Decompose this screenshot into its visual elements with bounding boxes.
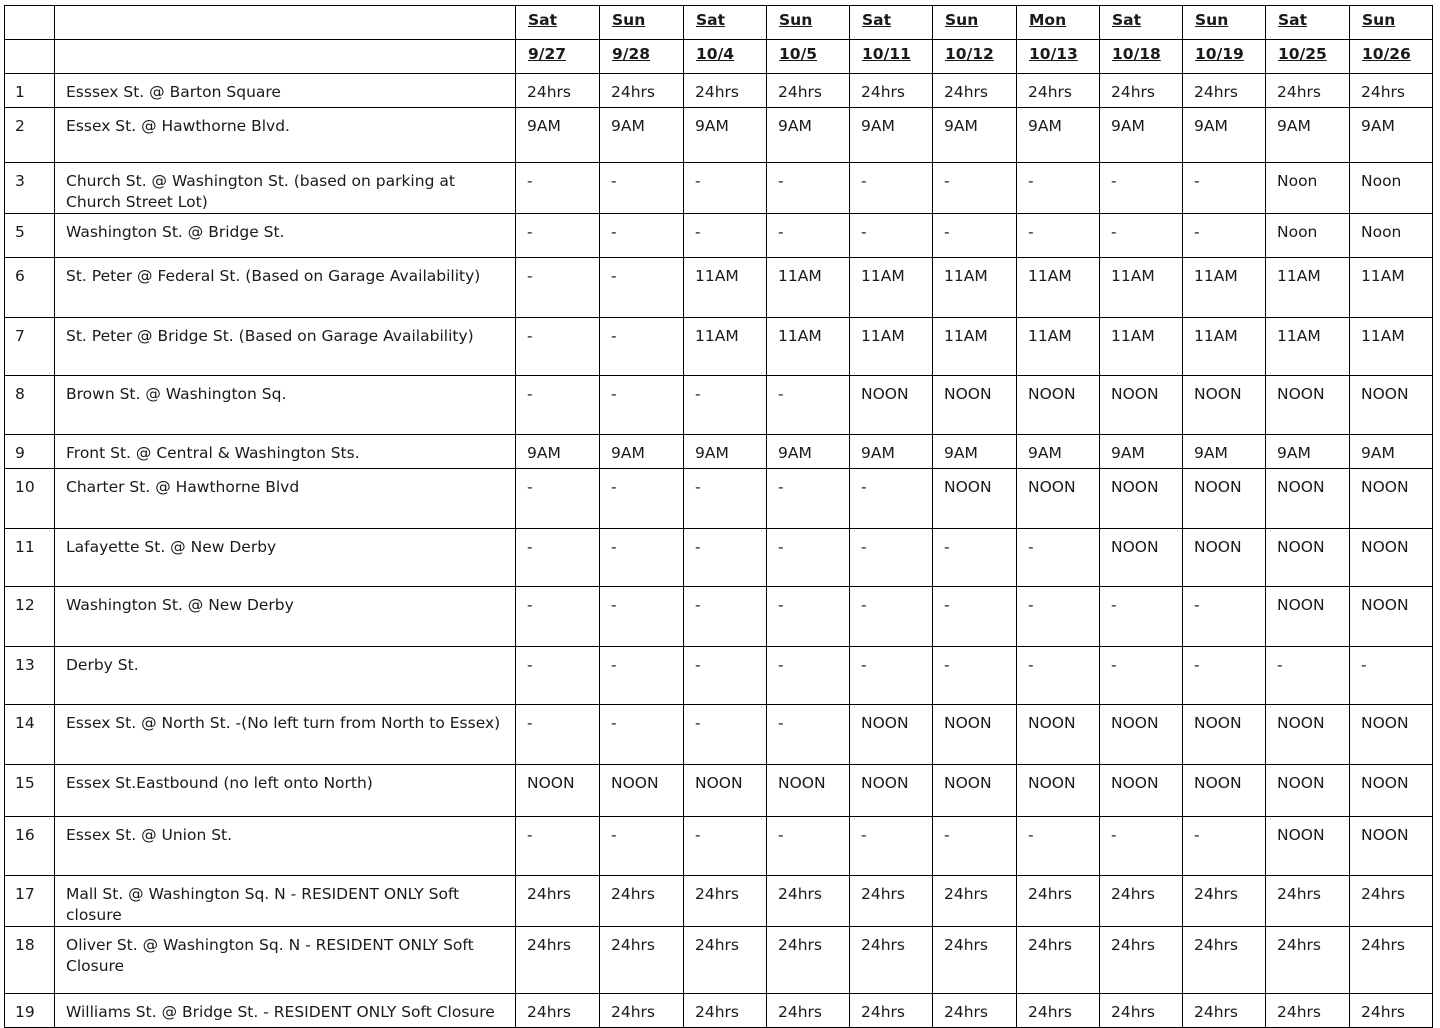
closure-time-cell: - — [600, 587, 684, 647]
closure-time-cell: NOON — [933, 765, 1017, 817]
closure-time-cell: 24hrs — [1266, 876, 1350, 927]
closure-time-cell: 11AM — [1017, 318, 1100, 376]
closure-time-cell: - — [933, 817, 1017, 876]
closure-time-cell: - — [1017, 214, 1100, 258]
row-number: 11 — [5, 529, 55, 587]
closure-time-cell: 24hrs — [933, 876, 1017, 927]
closure-time-cell: - — [516, 469, 600, 529]
closure-time-cell: - — [684, 817, 767, 876]
header-date: 10/13 — [1017, 40, 1100, 74]
closure-time-cell: - — [1017, 529, 1100, 587]
closure-time-cell: 11AM — [1183, 318, 1266, 376]
closure-time-cell: NOON — [1100, 765, 1183, 817]
closure-time-cell: - — [684, 214, 767, 258]
closure-time-cell: 11AM — [1100, 318, 1183, 376]
location-name: Lafayette St. @ New Derby — [55, 529, 516, 587]
closure-time-cell: 24hrs — [767, 994, 850, 1028]
closure-time-cell: NOON — [1350, 529, 1433, 587]
closure-time-cell: 11AM — [1266, 258, 1350, 318]
closure-time-cell: - — [1100, 647, 1183, 705]
closure-time-cell: NOON — [516, 765, 600, 817]
row-number: 9 — [5, 435, 55, 469]
closure-time-cell: NOON — [1017, 469, 1100, 529]
closure-time-cell: - — [600, 529, 684, 587]
closure-time-cell: - — [600, 258, 684, 318]
closure-time-cell: - — [767, 705, 850, 765]
header-row-days — [5, 6, 1433, 40]
row-number: 12 — [5, 587, 55, 647]
closure-time-cell: 24hrs — [600, 927, 684, 994]
row-number: 17 — [5, 876, 55, 927]
closure-time-cell: - — [767, 376, 850, 435]
header-day: Sat — [684, 6, 767, 40]
closure-time-cell: 24hrs — [1017, 927, 1100, 994]
table-row — [5, 994, 1433, 1028]
table-row — [5, 529, 1433, 587]
closure-time-cell: Noon — [1266, 163, 1350, 214]
closure-time-cell: 24hrs — [1183, 876, 1266, 927]
closure-time-cell: 24hrs — [1183, 994, 1266, 1028]
closure-time-cell: 24hrs — [1017, 74, 1100, 108]
closure-time-cell: 11AM — [850, 258, 933, 318]
closure-time-cell: - — [600, 214, 684, 258]
closure-time-cell: NOON — [1350, 705, 1433, 765]
closure-time-cell: - — [684, 587, 767, 647]
closure-time-cell: 9AM — [684, 108, 767, 163]
location-name: Front St. @ Central & Washington Sts. — [55, 435, 516, 469]
closure-time-cell: - — [600, 817, 684, 876]
closure-time-cell: 9AM — [684, 435, 767, 469]
header-blank-number — [5, 40, 55, 74]
header-day: Sun — [600, 6, 684, 40]
closure-time-cell: 9AM — [1350, 108, 1433, 163]
closure-time-cell: 11AM — [684, 258, 767, 318]
closure-time-cell: - — [1350, 647, 1433, 705]
location-name: Charter St. @ Hawthorne Blvd — [55, 469, 516, 529]
closure-time-cell: - — [767, 587, 850, 647]
closure-time-cell: 24hrs — [1266, 927, 1350, 994]
row-number: 13 — [5, 647, 55, 705]
closure-time-cell: - — [1183, 587, 1266, 647]
closure-time-cell: NOON — [1100, 529, 1183, 587]
closure-time-cell: - — [933, 163, 1017, 214]
closure-time-cell: 24hrs — [516, 74, 600, 108]
closure-time-cell: 24hrs — [767, 927, 850, 994]
closure-time-cell: NOON — [1017, 705, 1100, 765]
row-number: 10 — [5, 469, 55, 529]
closure-time-cell: 9AM — [850, 435, 933, 469]
closure-time-cell: NOON — [1183, 705, 1266, 765]
header-day: Sun — [1183, 6, 1266, 40]
closure-time-cell: - — [684, 469, 767, 529]
header-date: 10/11 — [850, 40, 933, 74]
closure-time-cell: - — [600, 318, 684, 376]
closure-time-cell: - — [600, 647, 684, 705]
closure-time-cell: NOON — [1100, 376, 1183, 435]
closure-time-cell: NOON — [1350, 817, 1433, 876]
closure-time-cell: - — [1183, 163, 1266, 214]
table-row — [5, 108, 1433, 163]
table-row — [5, 765, 1433, 817]
closure-time-cell: 9AM — [933, 435, 1017, 469]
closure-time-cell: - — [933, 587, 1017, 647]
table-row — [5, 647, 1433, 705]
location-name: St. Peter @ Federal St. (Based on Garage Availability) — [55, 258, 516, 318]
closure-time-cell: - — [600, 469, 684, 529]
location-name: Essex St. @ Union St. — [55, 817, 516, 876]
closure-time-cell: - — [850, 647, 933, 705]
closure-time-cell: - — [516, 817, 600, 876]
header-date: 10/4 — [684, 40, 767, 74]
closure-time-cell: NOON — [767, 765, 850, 817]
closure-time-cell: 24hrs — [684, 994, 767, 1028]
closure-time-cell: - — [516, 529, 600, 587]
closure-time-cell: 24hrs — [1266, 74, 1350, 108]
row-number: 1 — [5, 74, 55, 108]
closure-time-cell: 9AM — [1183, 108, 1266, 163]
closure-time-cell: NOON — [684, 765, 767, 817]
closure-time-cell: 24hrs — [1266, 994, 1350, 1028]
closure-time-cell: 11AM — [1017, 258, 1100, 318]
table-row — [5, 435, 1433, 469]
header-day: Mon — [1017, 6, 1100, 40]
closure-time-cell: 9AM — [600, 435, 684, 469]
header-day: Sun — [1350, 6, 1433, 40]
closure-time-cell: Noon — [1350, 214, 1433, 258]
header-day: Sat — [1266, 6, 1350, 40]
closure-time-cell: 9AM — [1017, 108, 1100, 163]
closure-time-cell: NOON — [1266, 705, 1350, 765]
closure-time-cell: 24hrs — [600, 994, 684, 1028]
location-name: Essex St.Eastbound (no left onto North) — [55, 765, 516, 817]
closure-time-cell: 24hrs — [933, 74, 1017, 108]
table-row — [5, 817, 1433, 876]
closure-time-cell: 9AM — [1100, 108, 1183, 163]
closure-time-cell: 24hrs — [1350, 927, 1433, 994]
closure-time-cell: Noon — [1350, 163, 1433, 214]
table-row — [5, 318, 1433, 376]
closure-time-cell: NOON — [1100, 469, 1183, 529]
closure-time-cell: NOON — [600, 765, 684, 817]
closure-time-cell: 24hrs — [1350, 994, 1433, 1028]
location-name: Esssex St. @ Barton Square — [55, 74, 516, 108]
row-number: 15 — [5, 765, 55, 817]
closure-time-cell: 24hrs — [1350, 74, 1433, 108]
closure-time-cell: 24hrs — [684, 927, 767, 994]
closure-time-cell: 11AM — [933, 318, 1017, 376]
closure-time-cell: 11AM — [1266, 318, 1350, 376]
table-row — [5, 927, 1433, 994]
closure-time-cell: NOON — [1183, 469, 1266, 529]
location-name: Washington St. @ New Derby — [55, 587, 516, 647]
row-number: 14 — [5, 705, 55, 765]
closure-time-cell: - — [850, 163, 933, 214]
closure-time-cell: - — [850, 587, 933, 647]
closure-time-cell: NOON — [1350, 376, 1433, 435]
row-number: 3 — [5, 163, 55, 214]
closure-time-cell: 24hrs — [516, 994, 600, 1028]
header-blank-location — [55, 6, 516, 40]
closure-time-cell: - — [933, 529, 1017, 587]
closure-time-cell: 9AM — [1266, 435, 1350, 469]
closure-schedule-table — [4, 5, 1433, 1028]
row-number: 7 — [5, 318, 55, 376]
closure-time-cell: 24hrs — [516, 876, 600, 927]
closure-time-cell: 11AM — [767, 258, 850, 318]
closure-time-cell: 9AM — [516, 435, 600, 469]
location-name: Essex St. @ North St. -(No left turn from North to Essex) — [55, 705, 516, 765]
closure-time-cell: - — [850, 529, 933, 587]
closure-time-cell: 24hrs — [850, 876, 933, 927]
closure-time-cell: 24hrs — [1100, 74, 1183, 108]
closure-time-cell: NOON — [933, 376, 1017, 435]
closure-time-cell: NOON — [1350, 765, 1433, 817]
header-day: Sat — [1100, 6, 1183, 40]
row-number: 18 — [5, 927, 55, 994]
closure-time-cell: 11AM — [767, 318, 850, 376]
closure-time-cell: NOON — [933, 469, 1017, 529]
closure-time-cell: 11AM — [1350, 258, 1433, 318]
closure-time-cell: 11AM — [1100, 258, 1183, 318]
header-date: 10/25 — [1266, 40, 1350, 74]
closure-time-cell: - — [516, 376, 600, 435]
closure-time-cell: NOON — [1266, 587, 1350, 647]
closure-time-cell: - — [1017, 817, 1100, 876]
closure-time-cell: 11AM — [1183, 258, 1266, 318]
closure-time-cell: 24hrs — [1100, 927, 1183, 994]
closure-time-cell: - — [600, 376, 684, 435]
header-day: Sun — [933, 6, 1017, 40]
closure-time-cell: - — [1100, 817, 1183, 876]
table-row — [5, 376, 1433, 435]
closure-time-cell: - — [684, 376, 767, 435]
header-date: 10/12 — [933, 40, 1017, 74]
closure-time-cell: - — [684, 163, 767, 214]
row-number: 16 — [5, 817, 55, 876]
closure-time-cell: - — [767, 469, 850, 529]
location-name: Church St. @ Washington St. (based on parking at Church Street Lot) — [55, 163, 516, 214]
table-row — [5, 876, 1433, 927]
closure-time-cell: NOON — [1017, 765, 1100, 817]
header-blank-location — [55, 40, 516, 74]
closure-time-cell: 9AM — [600, 108, 684, 163]
closure-time-cell: NOON — [1266, 469, 1350, 529]
table-row — [5, 587, 1433, 647]
closure-time-cell: NOON — [1350, 587, 1433, 647]
header-date: 10/5 — [767, 40, 850, 74]
closure-time-cell: 24hrs — [850, 927, 933, 994]
closure-time-cell: NOON — [1183, 765, 1266, 817]
row-number: 19 — [5, 994, 55, 1028]
closure-time-cell: - — [516, 705, 600, 765]
location-name: St. Peter @ Bridge St. (Based on Garage Availability) — [55, 318, 516, 376]
closure-time-cell: 9AM — [850, 108, 933, 163]
closure-time-cell: 9AM — [767, 435, 850, 469]
header-date: 10/18 — [1100, 40, 1183, 74]
closure-time-cell: - — [1183, 214, 1266, 258]
location-name: Derby St. — [55, 647, 516, 705]
closure-time-cell: 9AM — [1100, 435, 1183, 469]
closure-time-cell: - — [850, 469, 933, 529]
closure-time-cell: 24hrs — [516, 927, 600, 994]
closure-time-cell: - — [850, 214, 933, 258]
closure-time-cell: NOON — [850, 376, 933, 435]
location-name: Washington St. @ Bridge St. — [55, 214, 516, 258]
closure-time-cell: - — [1100, 587, 1183, 647]
closure-time-cell: - — [1100, 163, 1183, 214]
location-name: Essex St. @ Hawthorne Blvd. — [55, 108, 516, 163]
closure-time-cell: - — [933, 214, 1017, 258]
closure-time-cell: 24hrs — [1100, 994, 1183, 1028]
closure-time-cell: - — [600, 163, 684, 214]
table-row — [5, 214, 1433, 258]
closure-time-cell: - — [850, 817, 933, 876]
location-name: Williams St. @ Bridge St. - RESIDENT ONLY Soft Closure — [55, 994, 516, 1028]
closure-time-cell: 11AM — [684, 318, 767, 376]
closure-time-cell: - — [684, 705, 767, 765]
table-row — [5, 469, 1433, 529]
header-day: Sat — [516, 6, 600, 40]
closure-time-cell: 9AM — [1017, 435, 1100, 469]
closure-time-cell: 24hrs — [600, 876, 684, 927]
closure-time-cell: 24hrs — [850, 994, 933, 1028]
closure-time-cell: - — [684, 647, 767, 705]
header-day: Sat — [850, 6, 933, 40]
header-date: 10/19 — [1183, 40, 1266, 74]
closure-time-cell: - — [516, 258, 600, 318]
closure-time-cell: - — [1017, 163, 1100, 214]
closure-time-cell: 24hrs — [600, 74, 684, 108]
location-name: Brown St. @ Washington Sq. — [55, 376, 516, 435]
closure-time-cell: - — [1017, 587, 1100, 647]
closure-time-cell: 9AM — [1350, 435, 1433, 469]
closure-time-cell: - — [600, 705, 684, 765]
closure-time-cell: NOON — [1266, 765, 1350, 817]
closure-time-cell: NOON — [1183, 529, 1266, 587]
closure-time-cell: 11AM — [850, 318, 933, 376]
header-date: 10/26 — [1350, 40, 1433, 74]
closure-time-cell: 24hrs — [767, 74, 850, 108]
closure-time-cell: 9AM — [933, 108, 1017, 163]
closure-time-cell: - — [767, 214, 850, 258]
table-row — [5, 74, 1433, 108]
location-name: Oliver St. @ Washington Sq. N - RESIDENT ONLY Soft Closure — [55, 927, 516, 994]
header-date: 9/28 — [600, 40, 684, 74]
closure-time-cell: NOON — [933, 705, 1017, 765]
closure-time-cell: - — [1183, 647, 1266, 705]
closure-time-cell: 24hrs — [933, 994, 1017, 1028]
closure-time-cell: 24hrs — [1017, 994, 1100, 1028]
closure-time-cell: - — [684, 529, 767, 587]
closure-time-cell: 24hrs — [767, 876, 850, 927]
closure-time-cell: - — [767, 817, 850, 876]
closure-time-cell: NOON — [1100, 705, 1183, 765]
closure-time-cell: 11AM — [933, 258, 1017, 318]
closure-time-cell: NOON — [1017, 376, 1100, 435]
closure-time-cell: - — [767, 529, 850, 587]
closure-time-cell: - — [516, 163, 600, 214]
table-row — [5, 705, 1433, 765]
closure-time-cell: NOON — [850, 705, 933, 765]
closure-time-cell: - — [1183, 817, 1266, 876]
closure-time-cell: NOON — [1266, 817, 1350, 876]
closure-time-cell: 24hrs — [933, 927, 1017, 994]
header-day: Sun — [767, 6, 850, 40]
table-row — [5, 258, 1433, 318]
closure-time-cell: - — [516, 214, 600, 258]
closure-time-cell: - — [516, 318, 600, 376]
closure-time-cell: 9AM — [516, 108, 600, 163]
table-row — [5, 163, 1433, 214]
closure-time-cell: 24hrs — [1183, 74, 1266, 108]
closure-time-cell: - — [516, 647, 600, 705]
header-row-dates — [5, 40, 1433, 74]
closure-time-cell: NOON — [1266, 529, 1350, 587]
closure-time-cell: - — [1017, 647, 1100, 705]
closure-time-cell: 24hrs — [850, 74, 933, 108]
closure-time-cell: Noon — [1266, 214, 1350, 258]
closure-time-cell: NOON — [1266, 376, 1350, 435]
closure-time-cell: 9AM — [767, 108, 850, 163]
row-number: 2 — [5, 108, 55, 163]
closure-time-cell: 24hrs — [1350, 876, 1433, 927]
closure-time-cell: - — [1100, 214, 1183, 258]
closure-time-cell: - — [767, 163, 850, 214]
closure-time-cell: - — [767, 647, 850, 705]
closure-time-cell: 24hrs — [1183, 927, 1266, 994]
closure-time-cell: NOON — [850, 765, 933, 817]
closure-time-cell: 9AM — [1266, 108, 1350, 163]
closure-time-cell: - — [933, 647, 1017, 705]
row-number: 5 — [5, 214, 55, 258]
closure-time-cell: NOON — [1350, 469, 1433, 529]
closure-time-cell: 24hrs — [684, 876, 767, 927]
row-number: 8 — [5, 376, 55, 435]
closure-time-cell: 24hrs — [1017, 876, 1100, 927]
closure-time-cell: 24hrs — [1100, 876, 1183, 927]
header-blank-number — [5, 6, 55, 40]
closure-time-cell: - — [1266, 647, 1350, 705]
row-number: 6 — [5, 258, 55, 318]
header-date: 9/27 — [516, 40, 600, 74]
location-name: Mall St. @ Washington Sq. N - RESIDENT ONLY Soft closure — [55, 876, 516, 927]
closure-time-cell: 11AM — [1350, 318, 1433, 376]
closure-time-cell: NOON — [1183, 376, 1266, 435]
closure-time-cell: - — [516, 587, 600, 647]
closure-time-cell: 24hrs — [684, 74, 767, 108]
closure-time-cell: 9AM — [1183, 435, 1266, 469]
